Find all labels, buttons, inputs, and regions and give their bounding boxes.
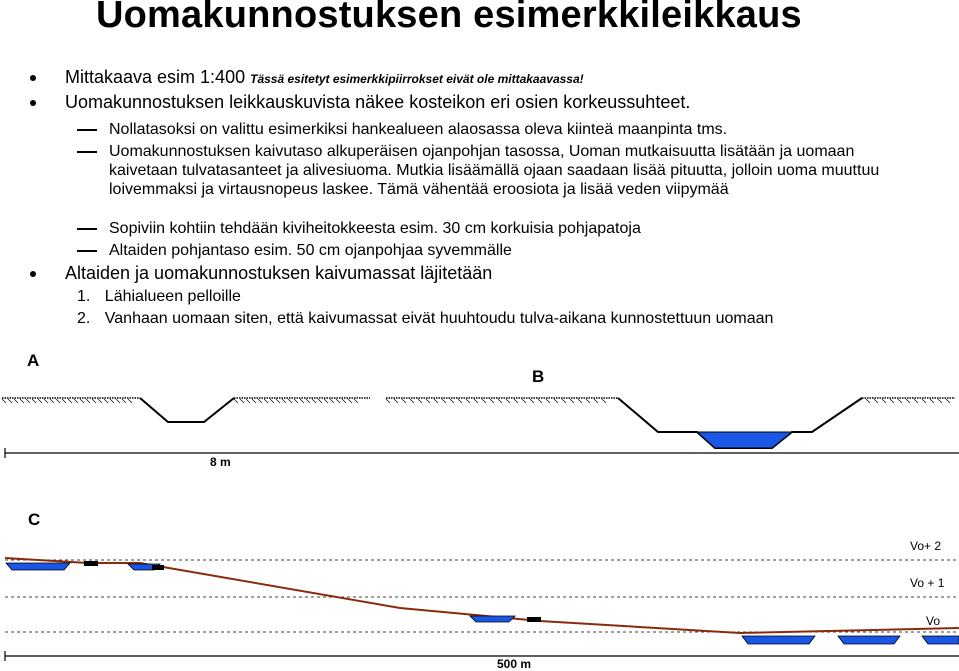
- scale-bar-8m: [5, 448, 959, 458]
- numbered-num: 1.: [77, 288, 91, 305]
- page-title: Uomakunnostuksen esimerkkileikkaus: [96, 0, 802, 36]
- scale-note: Tässä esitetyt esimerkkipiirrokset eivät ole mittakaavassa!: [250, 72, 584, 86]
- section-a-hatching: [2, 399, 358, 403]
- scale-label-500m: 500 m: [497, 657, 532, 671]
- level-label-vo: Vo: [926, 614, 941, 628]
- numbered-text: Lähialueen pelloille: [104, 288, 241, 305]
- section-b-profile: [386, 398, 955, 448]
- level-label-vo2: Vo+ 2: [910, 539, 942, 553]
- numbered-num: 2.: [77, 310, 91, 327]
- level-label-vo1: Vo + 1: [910, 576, 945, 590]
- scale-label-8m: 8 m: [210, 455, 231, 469]
- sub-bullet-text: Altaiden pohjantaso esim. 50 cm ojanpohjaa syvemmälle: [109, 242, 512, 259]
- numbered-text: Vanhaan uomaan siten, että kaivumassat eivät huuhtoudu tulva-aikana kunnostettuun uomaan: [104, 310, 774, 327]
- label-b: B: [532, 367, 545, 386]
- bullet-cross-sections-text: Uomakunnostuksen leikkauskuvista näkee kosteikon eri osien korkeussuhteet.: [65, 92, 691, 112]
- bullet-masses-text: Altaiden ja uomakunnostuksen kaivumassat läjitetään: [65, 263, 493, 283]
- sub-bullet-text: Nollatasoksi on valittu esimerkiksi hankealueen alaosassa oleva kiinteä maanpinta tms.: [109, 121, 728, 138]
- bullet-scale-text: Mittakaava esim 1:400: [65, 67, 246, 87]
- label-c: C: [28, 510, 41, 529]
- label-a: A: [27, 351, 40, 370]
- sub-bullet-text: Sopiviin kohtiin tehdään kiviheitokkeesta esim. 30 cm korkuisia pohjapatoja: [109, 220, 641, 237]
- scale-bar-500m: [5, 651, 959, 661]
- sub-bullet-text: Uomakunnostuksen kaivutaso alkuperäisen ojanpohjan tasossa, Uoman mutkaisuutta lisätään ja uomaan kaivetaan tulvatasanteet ja alivesiuoma. Mutkia lisäämällä ojaan saadaan lisää pituutta, jolloin uoma muuttuu loivemmaksi ja virtausnopeus laskee. Tämä vähentää eroosiota ja lisää veden viipymää: [109, 143, 880, 198]
